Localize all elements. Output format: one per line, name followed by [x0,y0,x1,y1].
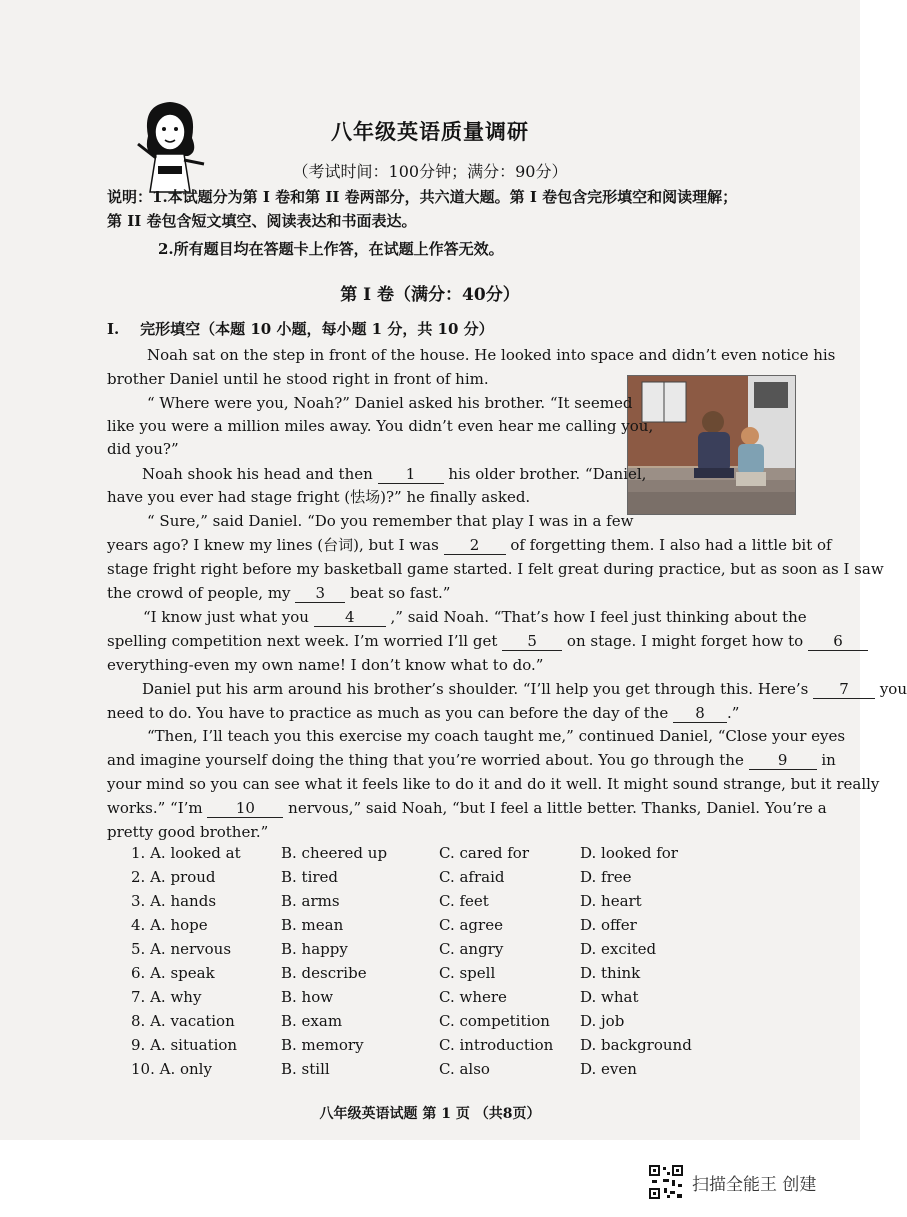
passage-line: need to do. You have to practice as much as you can before the day of the 8 .” [107,704,740,722]
passage-line: stage fright right before my basketball game started. I felt great during practice, but as soon as I saw [107,560,884,578]
scanner-watermark [648,1162,816,1202]
passage-line: did you?” [107,440,179,458]
option-4-D: D. offer [580,916,637,934]
option-5-B: B. happy [281,940,348,958]
option-4-C: C. agree [439,916,503,934]
option-5-D: D. excited [580,940,657,958]
option-1-A: 1. A. looked at [131,844,241,862]
blank-9: 9 [749,751,817,770]
part-heading: I. 完形填空（本题 10 小题，每小题 1 分，共 10 分） [107,320,494,338]
passage-line: years ago? I knew my lines (台词), but I was 2 of forgetting them. I also had a little bit of [107,536,832,554]
passage-line: Daniel put his arm around his brother’s shoulder. “I’ll help you get through this. Here’s 7 you [142,680,907,698]
passage-line: spelling competition next week. I’m worried I’ll get 5 on stage. I might forget how to 6 [107,630,868,652]
passage-line: the crowd of people, my 3 beat so fast.” [107,584,451,602]
option-6-D: D. think [580,964,641,982]
option-10-B: B. still [281,1060,330,1078]
instructions-line-1: 说明：1.本试题分为第 I 卷和第 II 卷两部分，共六道大题。第 I 卷包含完形填空和阅读理解； [107,188,738,206]
option-1-C: C. cared for [439,844,529,862]
instructions-line-3: 2.所有题目均在答题卡上作答，在试题上作答无效。 [158,240,504,258]
option-8-D: D. job [580,1012,625,1030]
instructions-line-2: 第 II 卷包含短文填空、阅读表达和书面表达。 [107,212,417,230]
option-8-C: C. competition [439,1012,550,1030]
option-5-A: 5. A. nervous [131,940,232,958]
option-2-C: C. afraid [439,868,505,886]
option-8-A: 8. A. vacation [131,1012,235,1030]
option-9-C: C. introduction [439,1036,554,1054]
option-3-A: 3. A. hands [131,892,217,910]
passage-line: “I know just what you 4 ,” said Noah. “That’s how I feel just thinking about the [143,608,807,626]
blank-5: 5 [502,632,562,651]
option-2-D: D. free [580,868,632,886]
blank-8: 8 [673,704,727,723]
passage-line: have you ever had stage fright (怯场)?” he finally asked. [107,488,531,506]
passage-line: everything-even my own name! I don’t know what to do.” [107,656,544,674]
option-7-D: D. what [580,988,639,1006]
blank-10: 10 [207,799,283,818]
passage-line: Noah shook his head and then 1 his older brother. “Daniel, [142,465,647,483]
option-2-A: 2. A. proud [131,868,216,886]
option-6-B: B. describe [281,964,367,982]
passage-line: Noah sat on the step in front of the house. He looked into space and didn’t even notice his [147,346,836,364]
passage-line: and imagine yourself doing the thing that you’re worried about. You go through the 9 in [107,751,836,769]
option-9-B: B. memory [281,1036,364,1054]
blank-7: 7 [813,680,875,699]
option-10-D: D. even [580,1060,637,1078]
boys-sitting-on-steps-illustration [627,375,796,515]
option-4-B: B. mean [281,916,344,934]
blank-3: 3 [295,584,345,603]
option-1-D: D. looked for [580,844,678,862]
page-footer: 八年级英语试题 第 1 页 （共8页） [319,1106,541,1122]
passage-line: works.” “I’m 10 nervous,” said Noah, “but I feel a little better. Thanks, Daniel. You’re a [107,799,827,817]
blank-4: 4 [314,608,386,627]
blank-1: 1 [378,465,444,484]
exam-title: 八年级英语质量调研 [331,119,529,144]
option-6-A: 6. A. speak [131,964,215,982]
option-8-B: B. exam [281,1012,343,1030]
option-3-B: B. arms [281,892,340,910]
option-7-A: 7. A. why [131,988,202,1006]
section-title: 第 I 卷（满分：40分） [340,285,520,305]
option-9-A: 9. A. situation [131,1036,238,1054]
option-7-C: C. where [439,988,507,1006]
passage-line: brother Daniel until he stood right in front of him. [107,370,489,388]
option-7-B: B. how [281,988,334,1006]
passage-line: pretty good brother.” [107,823,269,841]
option-4-A: 4. A. hope [131,916,208,934]
passage-line: like you were a million miles away. You didn’t even hear me calling you, [107,417,654,435]
option-6-C: C. spell [439,964,496,982]
blank-6: 6 [808,632,868,651]
exam-subtitle: （考试时间：100分钟；满分：90分） [292,162,568,181]
option-5-C: C. angry [439,940,504,958]
blank-2: 2 [444,536,506,555]
option-9-D: D. background [580,1036,692,1054]
qr-code-icon [648,1164,684,1200]
scanner-watermark-text: 扫描全能王 创建 [692,1174,817,1195]
passage-line: “Then, I’ll teach you this exercise my coach taught me,” continued Daniel, “Close your eyes [147,727,846,745]
passage-line: your mind so you can see what it feels like to do it and do it well. It might sound strange, but it really [107,775,880,793]
option-10-A: 10. A. only [131,1060,212,1078]
option-1-B: B. cheered up [281,844,388,862]
option-3-D: D. heart [580,892,642,910]
option-10-C: C. also [439,1060,490,1078]
passage-line: “ Where were you, Noah?” Daniel asked his brother. “It seemed [147,394,633,412]
option-3-C: C. feet [439,892,489,910]
passage-line: “ Sure,” said Daniel. “Do you remember that play I was in a few [147,512,634,530]
option-2-B: B. tired [281,868,339,886]
